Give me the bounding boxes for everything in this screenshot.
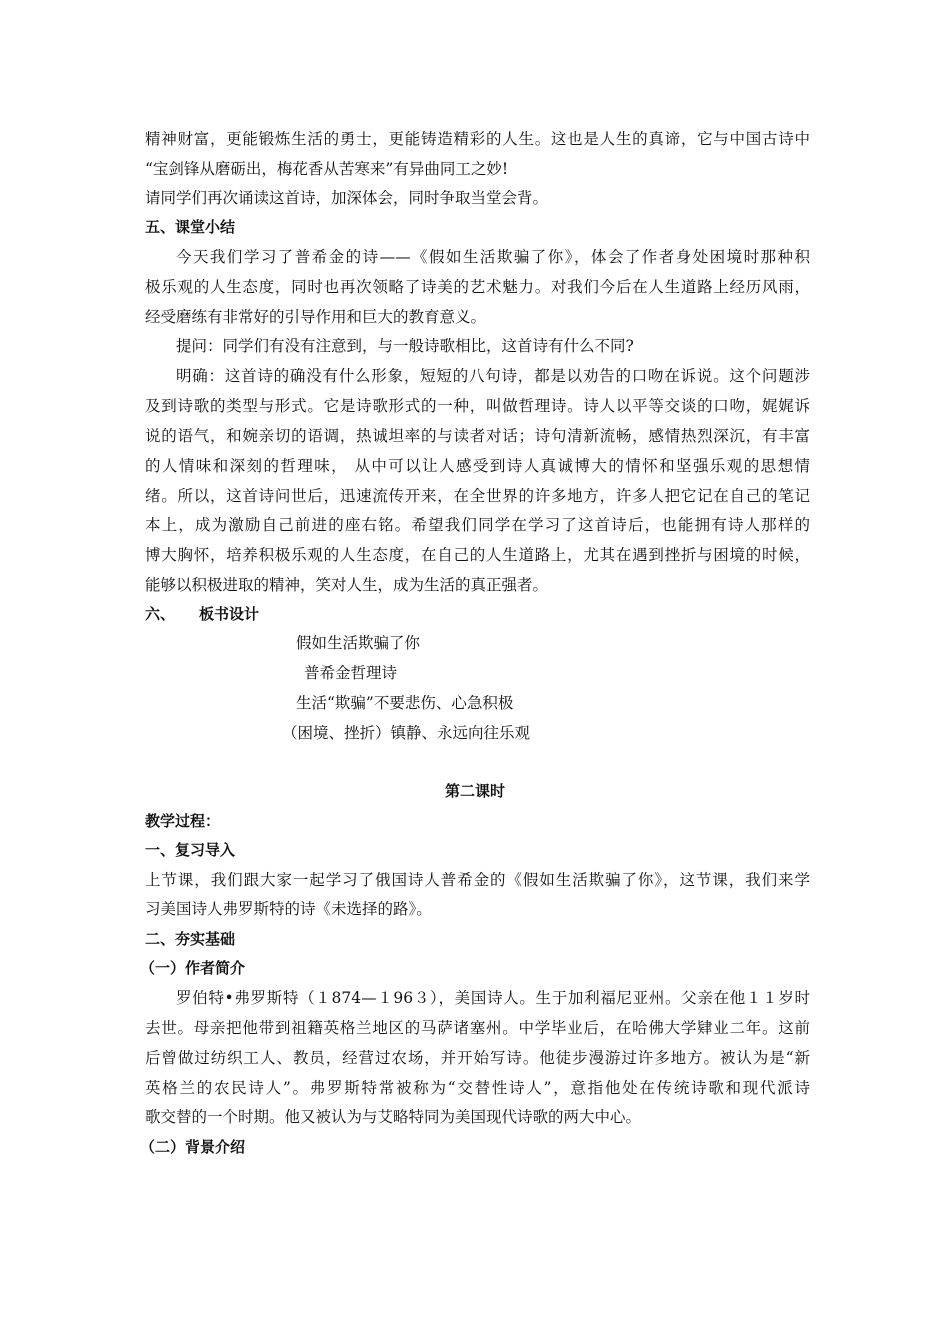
subheading-author: （一）作者简介 — [140, 959, 246, 977]
paragraph-line: “宝剑锋从磨砺出，梅花香从苦寒来”有异曲同工之妙! — [145, 160, 509, 178]
paragraph-line: 去世。母亲把他带到祖籍英格兰地区的马萨诸塞州。中学毕业后，在哈佛大学肄业二年。这前 — [145, 1019, 810, 1037]
paragraph-line: 本上，成为激励自己前进的座右铭。希望我们同学在学习了这首诗后，也能拥有诗人那样的 — [145, 516, 810, 534]
lesson-title: 第二课时 — [444, 782, 505, 800]
paragraph-line: 罗伯特•弗罗斯特（１874—１96３），美国诗人。生于加利福尼亚州。父亲在他１１岁时 — [176, 989, 810, 1007]
paragraph-line: 英格兰的农民诗人”。弗罗斯特常被称为“交替性诗人”，意指他处在传统诗歌和现代派诗 — [145, 1079, 810, 1097]
paragraph-line: 请同学们再次诵读这首诗，加深体会，同时争取当堂会背。 — [145, 189, 549, 207]
section-heading-summary: 五、课堂小结 — [145, 218, 236, 236]
section-number: 六、 — [145, 605, 176, 623]
process-heading: 教学过程： — [145, 812, 221, 830]
paragraph-line: 能够以积极进取的精神，笑对人生，成为生活的真正强者。 — [145, 576, 549, 594]
paragraph-line: 习美国诗人弗罗斯特的诗《未选择的路》。 — [145, 900, 432, 918]
subheading-background: （二）背景介绍 — [140, 1138, 246, 1156]
board-line: 假如生活欺骗了你 — [296, 634, 421, 652]
paragraph-line: 经受磨练有非常好的引导作用和巨大的教育意义。 — [145, 308, 487, 326]
paragraph-line: 博大胸怀，培养积极乐观的人生态度，在自己的人生道路上，尤其在遇到挫折与困境的时候， — [145, 546, 810, 564]
question-line: 提问：同学们有没有注意到，与一般诗歌相比，这首诗有什么不同? — [176, 337, 634, 355]
paragraph-line: 歌交替的一个时期。他又被认为与艾略特同为美国现代诗歌的两大中心。 — [145, 1108, 642, 1126]
section-heading-foundation: 二、夯实基础 — [145, 930, 236, 948]
paragraph-line: 绪。所以，这首诗问世后，迅速流传开来，在全世界的许多地方，许多人把它记在自己的笔记 — [145, 487, 810, 505]
paragraph-line: 说的语气，和婉亲切的语调，热诚坦率的与读者对话；诗句清新流畅，感情热烈深沉，有丰富 — [145, 427, 810, 445]
section-title: 板书设计 — [199, 605, 260, 623]
paragraph-line: 精神财富，更能锻炼生活的勇士，更能铸造精彩的人生。这也是人生的真谛，它与中国古诗中 — [145, 130, 810, 148]
paragraph-line: 上节课，我们跟大家一起学习了俄国诗人普希金的《假如生活欺骗了你》，这节课，我们来学 — [145, 871, 810, 889]
paragraph-line: 今天我们学习了普希金的诗——《假如生活欺骗了你》，体会了作者身处困境时那种积 — [176, 248, 810, 266]
paragraph-line: 及到诗歌的类型与形式。它是诗歌形式的一种，叫做哲理诗。诗人以平等交谈的口吻，娓娓诉 — [145, 397, 810, 415]
paragraph-line: 的人情味和深刻的哲理味， 从中可以让人感受到诗人真诚博大的情怀和坚强乐观的思想情 — [145, 457, 810, 475]
board-line: 普希金哲理诗 — [304, 664, 398, 682]
paragraph-line: 极乐观的人生态度，同时也再次领略了诗美的艺术魅力。对我们今后在人生道路上经历风雨， — [145, 278, 810, 296]
board-line: 生活“欺骗”不要悲伤、心急积极 — [296, 694, 514, 712]
paragraph-line: 后曾做过纺织工人、教员，经营过农场，并开始写诗。他徒步漫游过许多地方。被认为是“新 — [145, 1049, 810, 1067]
board-line: （困境、挫折）镇静、永远向往乐观 — [282, 724, 531, 742]
paragraph-line: 明确：这首诗的确没有什么形象，短短的八句诗，都是以劝告的口吻在诉说。这个问题涉 — [176, 367, 810, 385]
section-heading-board-design — [145, 604, 810, 624]
section-heading-review: 一、复习导入 — [145, 841, 236, 859]
